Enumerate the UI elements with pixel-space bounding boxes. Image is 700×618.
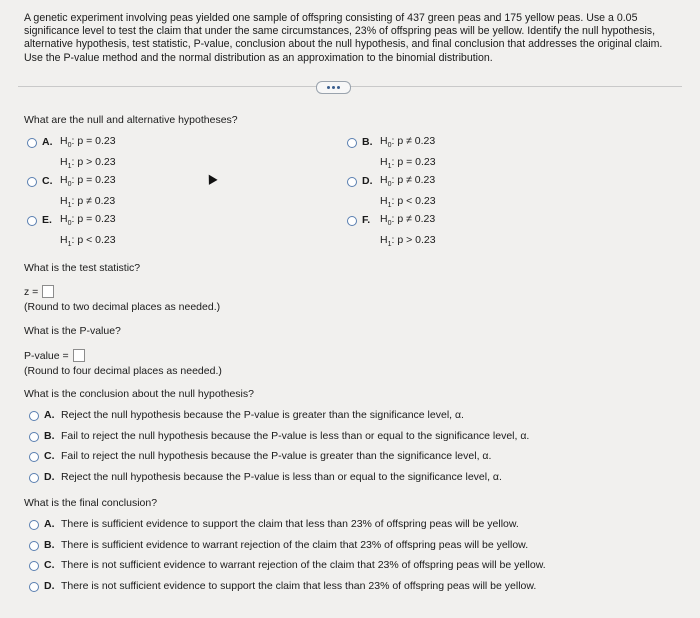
option-label: C. [44,450,55,462]
p-value-input[interactable] [73,349,85,362]
dot-icon [337,86,340,89]
edge-mark [694,437,700,452]
p-value-label: P-value = [24,350,69,362]
option-label: A. [44,518,55,530]
edge-mark [694,315,700,330]
option-text: There is sufficient evidence to support the claim that less than 23% of offspring peas will be yellow. [61,518,519,530]
edge-mark [694,285,700,300]
edge-mark [694,148,700,163]
dot-icon [327,86,330,89]
edge-mark [694,513,700,528]
problem-statement: A genetic experiment involving peas yielded one sample of offspring consisting of 437 green peas and 175 yellow peas. Use a 0.05 significance level to test the claim that under the same circumstances, 23% of offspring peas will be yellow. Identify the null hypothesis, alternative hypothesis, test statistic, P-value, conclusion about the null hypothesis, and final conclusion that addresses the original claim. Use the P-value method and the normal distribution as an approximation to the binomial distribution. [24,12,663,64]
hypothesis-symbol: H [380,174,388,186]
edge-mark [694,589,700,604]
null-conclusion-option-c-radio[interactable] [29,452,39,462]
edge-mark [694,543,700,558]
q3-prompt: What is the P-value? [24,325,121,337]
edge-mark [694,498,700,513]
q2-prompt: What is the test statistic? [24,262,141,274]
hypothesis-symbol: H [380,213,388,225]
hypothesis-value: p > 0.23 [397,234,436,247]
hypothesis-subscript: 1 [387,163,392,171]
hypothesis-symbol: H [60,174,68,186]
hypothesis-subscript: 0 [67,220,72,228]
hypothesis-subscript: 0 [387,142,392,150]
hypothesis-value: p ≠ 0.23 [77,195,116,208]
edge-mark [694,224,700,239]
option-label: C. [44,559,55,571]
hypothesis-value: p = 0.23 [77,135,116,147]
hypothesis-value: p > 0.23 [77,156,116,169]
hypothesis-symbol: H [380,156,388,169]
edge-mark [694,574,700,589]
hypothesis-option-d-radio[interactable] [347,177,357,187]
hypothesis-value: p ≠ 0.23 [397,135,436,147]
hypothesis-pair: $H_0$: p ≠ 0.23 $H_1$: p > 0.23 [380,213,436,249]
final-conclusion-option-d-radio[interactable] [29,582,39,592]
option-label: D. [44,579,55,592]
hypothesis-value: p = 0.23 [77,174,116,186]
option-label: A. [44,409,55,421]
hypothesis-subscript: 0 [67,181,72,189]
edge-mark [694,391,700,406]
edge-mark [694,331,700,346]
option-label: B. [44,429,55,442]
option-text: Reject the null hypothesis because the P-value is less than or equal to the significance level, α. [61,470,502,483]
hypothesis-value: p = 0.23 [397,156,436,169]
hypothesis-subscript: 1 [387,241,392,249]
option-label: C. [42,175,53,187]
z-input[interactable] [42,285,54,298]
hypothesis-symbol: H [380,135,388,147]
right-edge-scroll-marks [694,118,700,604]
mouse-cursor-icon [204,172,217,185]
option-label: A. [42,136,53,148]
null-conclusion-option-d-radio[interactable] [29,473,39,483]
final-conclusion-option-c-radio[interactable] [29,561,39,571]
hypothesis-value: p < 0.23 [397,195,436,208]
option-label: B. [44,538,55,551]
edge-mark [694,422,700,437]
edge-mark [694,133,700,148]
p-value-hint: (Round to four decimal places as needed.) [24,365,222,377]
edge-mark [694,452,700,467]
z-hint: (Round to two decimal places as needed.) [24,301,221,313]
edge-mark [694,528,700,543]
hypothesis-option-c-radio[interactable] [27,177,37,187]
hypothesis-subscript: 1 [387,202,392,210]
q5-prompt: What is the final conclusion? [24,497,158,509]
hypothesis-option-e-radio[interactable] [27,216,37,226]
edge-mark [694,270,700,285]
hypothesis-option-b-radio[interactable] [347,138,357,148]
hypothesis-pair: $H_0$: p ≠ 0.23 $H_1$: p < 0.23 [380,174,436,210]
hypothesis-pair: $H_0$: p = 0.23 $H_1$: p ≠ 0.23 [60,174,116,210]
hypothesis-symbol: H [60,234,68,247]
hypothesis-subscript: 1 [67,202,72,210]
hypothesis-value: p < 0.23 [77,234,116,247]
hypothesis-option-f-radio[interactable] [347,216,357,226]
edge-mark [694,346,700,361]
edge-mark [694,240,700,255]
hypothesis-subscript: 1 [67,241,72,249]
option-label: B. [362,136,373,148]
hypothesis-value: p ≠ 0.23 [397,174,436,186]
edge-mark [694,255,700,270]
edge-mark [694,376,700,391]
hypothesis-symbol: H [60,135,68,147]
hypothesis-pair: $H_0$: p ≠ 0.23 $H_1$: p = 0.23 [380,135,436,171]
edge-mark [694,209,700,224]
option-text: Fail to reject the null hypothesis because the P-value is less than or equal to the significance level, α. [61,429,530,442]
hypothesis-symbol: H [380,234,388,247]
final-conclusion-option-b-radio[interactable] [29,541,39,551]
hypothesis-pair: $H_0$: p = 0.23 $H_1$: p < 0.23 [60,213,116,249]
hypothesis-symbol: H [60,195,68,208]
q4-prompt: What is the conclusion about the null hypothesis? [24,388,254,400]
option-text: Fail to reject the null hypothesis because the P-value is greater than the significance level, α. [61,450,492,462]
edge-mark [694,164,700,179]
q1-prompt: What are the null and alternative hypotheses? [24,114,238,126]
hypothesis-symbol: H [60,213,68,225]
edge-mark [694,558,700,573]
option-text: There is not sufficient evidence to warrant rejection of the claim that 23% of offspring peas will be yellow. [61,559,546,571]
hypothesis-subscript: 0 [67,142,72,150]
option-text: Reject the null hypothesis because the P-value is greater than the significance level, α. [61,409,464,421]
hypothesis-pair: $H_0$: p = 0.23 $H_1$: p > 0.23 [60,135,116,171]
edge-mark [694,179,700,194]
null-conclusion-option-b-radio[interactable] [29,432,39,442]
z-label: z = [24,286,39,298]
hypothesis-option-a-radio[interactable] [27,138,37,148]
edge-mark [694,407,700,422]
hypothesis-subscript: 1 [67,163,72,171]
hypothesis-value: p = 0.23 [77,213,116,225]
edge-mark [694,118,700,133]
hypothesis-symbol: H [380,195,388,208]
option-text: There is sufficient evidence to warrant rejection of the claim that 23% of offspring peas will be yellow. [61,538,529,551]
option-label: E. [42,214,52,226]
hypothesis-subscript: 0 [387,181,392,189]
dot-icon [332,86,335,89]
hypothesis-symbol: H [60,156,68,169]
final-conclusion-option-a-radio[interactable] [29,520,39,530]
hypothesis-subscript: 0 [387,220,392,228]
edge-mark [694,361,700,376]
option-text: There is not sufficient evidence to support the claim that less than 23% of offspring peas will be yellow. [61,579,537,592]
hypothesis-value: p ≠ 0.23 [397,213,436,225]
null-conclusion-option-a-radio[interactable] [29,411,39,421]
edge-mark [694,483,700,498]
expand-more-button[interactable] [316,81,351,94]
edge-mark [694,300,700,315]
edge-mark [694,194,700,209]
edge-mark [694,467,700,482]
option-label: D. [44,470,55,483]
option-label: F. [362,214,371,226]
option-label: D. [362,175,373,187]
